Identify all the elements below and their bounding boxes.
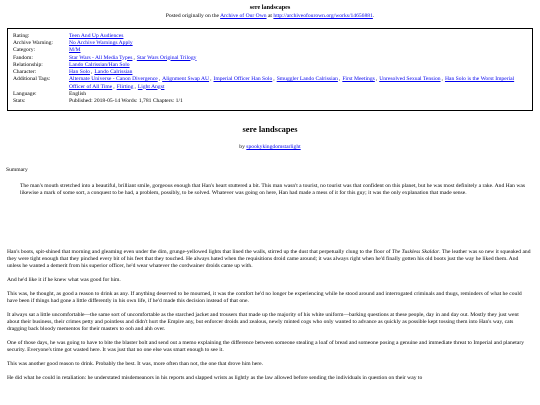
posted-line <box>0 13 540 20</box>
posted-prefix: Posted originally on the <box>165 12 221 19</box>
rating-value <box>69 33 527 40</box>
work-title: sere landscapes <box>242 125 298 135</box>
summary-text: The man's mouth stretched into a beautiful, brilliant smile, gorgeous enough that Han's heart stuttered a bit. This man wasn't a tourist, no tourist was that confident on this planet, but he was most definitely a rake. And Han was likewise a mark of some sort, a conquest to be had, a problem, possibly, to be solved. Whatever was going on here, Han had made a mess of it for this guy; it was the only explanation that made sense. <box>20 182 526 196</box>
separator: , <box>210 76 212 83</box>
separator: , <box>441 76 443 83</box>
tags-label: Additional Tags: <box>13 76 51 83</box>
byline-prefix: by <box>239 143 247 150</box>
tags-value <box>69 76 527 91</box>
character-label: Character: <box>13 69 37 76</box>
separator: , <box>338 76 341 83</box>
fandom-link[interactable]: Star Wars Original Trilogy <box>136 54 197 61</box>
byline <box>0 144 540 151</box>
fandom-label: Fandom: <box>13 54 33 61</box>
meta-row-rating <box>13 33 527 40</box>
meta-row-stats <box>13 98 527 105</box>
meta-table <box>13 33 527 106</box>
separator: , <box>134 83 136 90</box>
paragraph: This was, he thought, as good a reason to drink as any. If anything deserved to be mourned, it was the comfort he'd no longer be experiencing while he stood around and interrogated criminals and thugs, reminders of what he could have been if things had gone a little differently in his own life, if he'd made this decision instead of that one. <box>7 290 522 304</box>
meta-row-relationship <box>13 62 527 69</box>
meta-row-fandom <box>13 55 527 62</box>
separator: , <box>113 83 115 90</box>
rating-link[interactable]: Teen And Up Audiences <box>69 32 124 39</box>
separator: , <box>375 76 378 83</box>
paragraph-text: Han's boots, spit-shined that morning and gleaming even under the dim, grunge-yellowed lights that lined the walls, stirred up the dust that perpetually clung to the floor of <box>7 248 392 255</box>
tag-link[interactable]: Han Solo is the Worst Imperial Officer of All Time <box>69 76 515 90</box>
relationship-label: Relationship: <box>13 61 43 68</box>
author-link[interactable]: spookykingdomstarlight <box>246 143 301 150</box>
paragraph-text: . The leather was so new it squeaked and they were tight enough that they pinched every bit of his feet that they touched. He always hated when the requisitions droid came around; it was always right when he'd finally gotten his old boots just the way he liked them. And unless he wanted a demerit from his superior officer, he'd wear whatever the cordwainer droids came up with. <box>7 248 531 269</box>
summary-heading: Summary <box>6 166 28 173</box>
fandom-link[interactable]: Star Wars - All Media Types <box>69 54 133 61</box>
meta-row-category <box>13 47 527 54</box>
character-link[interactable]: Lando Calrissian <box>94 69 133 76</box>
fandom-value <box>69 55 527 62</box>
posted-period: . <box>372 12 375 19</box>
rating-label: Rating: <box>13 32 30 39</box>
ship-name: The Tuskless Skaldar <box>391 248 440 255</box>
separator: , <box>158 76 161 83</box>
header-title: sere landscapes <box>249 4 291 11</box>
paragraph: And he'd like it if he knew what was good for him. <box>7 276 121 283</box>
meta-row-warning <box>13 40 527 47</box>
summary-block <box>20 183 530 197</box>
posted-at: at <box>266 12 274 19</box>
stats-label: Stats: <box>13 98 26 105</box>
warning-label: Archive Warning: <box>13 40 53 46</box>
tag-link[interactable]: Imperial Officer Han Solo <box>213 76 273 83</box>
warning-value <box>69 40 527 47</box>
chapter-text <box>7 249 532 382</box>
meta-row-tags <box>13 76 527 91</box>
paragraph: One of those days, he was going to have to bite the blaster bolt and send out a memo explaining the difference between someone stealing a loaf of bread and someone posing a genuine and immediate threat to Imperial and planetary security. Everyone's time got wasted here. It was just that no one else was smart enough to see it. <box>7 339 524 353</box>
paragraph: It always sat a little uncomfortable—the same sort of uncomfortable as the starched jacket and trousers that made up the majority of his white uniform—barking questions at these people, day in and day out. Mostly they just went about their business, their crimes petty and pointless and didn't hurt the Empire any, but enforcer droids and zealous, newly minted cogs who only wanted to advance as quickly as possible kept tossing them into Han's way, cats dragging back bloody mementos for their masters to ooh and ahh over. <box>7 311 519 332</box>
meta-row-language <box>13 91 527 98</box>
paragraph <box>7 249 532 270</box>
work-url-link[interactable]: http://archiveofourown.org/works/14656881 <box>273 12 373 19</box>
relationship-link[interactable]: Lando Calrissian/Han Solo <box>69 61 130 68</box>
language-value: English <box>69 90 87 97</box>
separator: , <box>90 69 93 76</box>
character-link[interactable]: Han Solo <box>69 69 90 76</box>
relationship-value <box>69 62 527 69</box>
tag-link[interactable]: Alternate Universe - Canon Divergence <box>69 76 158 83</box>
separator: , <box>133 54 135 61</box>
tag-link[interactable]: Smuggler Lando Calrissian <box>276 76 338 83</box>
category-value <box>69 47 527 54</box>
work-header <box>0 0 540 20</box>
language-label: Language: <box>13 90 37 97</box>
tag-link[interactable]: Unresolved Sexual Tension <box>379 76 441 83</box>
meta-box <box>7 28 533 112</box>
paragraph: He did what he could in retaliation: he understated misdemeanors in his reports and slapped wrists as lightly as the law allowed before sending the individuals in question on their way to <box>7 374 423 381</box>
paragraph: This was another good reason to drink. Probably the best. It was, more often than not, the one that drove him here. <box>7 360 264 367</box>
category-label: Category: <box>13 47 36 54</box>
tag-link[interactable]: First Meetings <box>342 76 375 83</box>
separator: , <box>273 76 275 83</box>
tag-link[interactable]: Light Angst <box>137 83 165 90</box>
tag-link[interactable]: Alignment Swap AU <box>162 76 210 83</box>
stats-value: Published: 2018-05-14 Words: 1,781 Chapters: 1/1 <box>69 98 183 105</box>
warning-link[interactable]: No Archive Warnings Apply <box>69 40 133 46</box>
category-link[interactable]: M/M <box>69 47 81 54</box>
archive-link[interactable]: Archive of Our Own <box>220 12 267 19</box>
tag-link[interactable]: Flirting <box>116 83 134 90</box>
